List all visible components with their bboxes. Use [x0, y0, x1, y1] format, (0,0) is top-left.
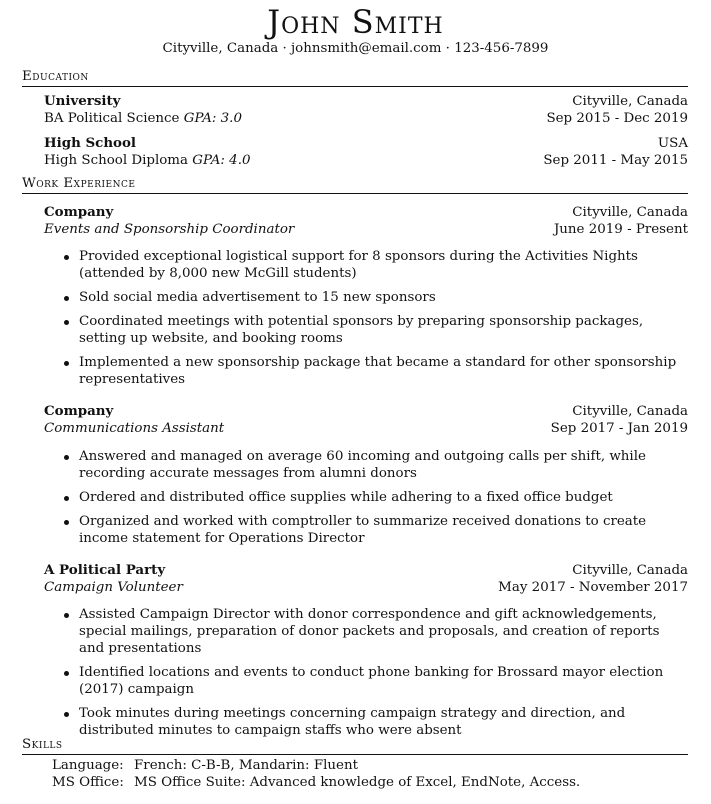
skill-value: MS Office Suite: Advanced knowledge of Excel, EndNote, Access. — [134, 775, 581, 790]
degree: High School Diploma — [44, 153, 188, 168]
list-item: Identified locations and events to conduct phone banking for Brossard mayor election (2017) campaign — [62, 664, 688, 698]
education-entry — [44, 135, 688, 169]
company-name: Company — [44, 204, 114, 220]
school-name: High School — [44, 135, 137, 151]
job-entry — [44, 204, 688, 238]
list-item: Sold social media advertisement to 15 new sponsors — [62, 289, 688, 306]
contact-line: Cityville, Canada · johnsmith@email.com · 123-456-7899 — [162, 41, 549, 56]
job-role: Events and Sponsorship Coordinator — [44, 222, 295, 237]
job-bullets — [62, 248, 688, 395]
job-bullets — [62, 606, 688, 746]
job-location: Cityville, Canada — [572, 404, 688, 419]
education-dates: Sep 2015 - Dec 2019 — [546, 111, 688, 126]
skill-row — [52, 757, 692, 774]
skill-row — [52, 774, 692, 791]
section-title-education: Education — [22, 69, 688, 87]
list-item: Took minutes during meetings concerning campaign strategy and direction, and distributed minutes to campaign staffs who were absent — [62, 705, 688, 739]
skill-value: French: C-B-B, Mandarin: Fluent — [134, 758, 358, 773]
skill-label: MS Office: — [52, 775, 124, 790]
job-role: Campaign Volunteer — [44, 580, 183, 595]
job-entry — [44, 403, 688, 437]
job-location: Cityville, Canada — [572, 205, 688, 220]
school-location: USA — [657, 136, 688, 151]
list-item: Ordered and distributed office supplies while adhering to a fixed office budget — [62, 489, 688, 506]
job-entry — [44, 562, 688, 596]
skill-label: Language: — [52, 758, 124, 773]
candidate-name: John Smith — [267, 3, 444, 41]
degree: BA Political Science — [44, 111, 180, 126]
job-dates: May 2017 - November 2017 — [498, 580, 688, 595]
gpa: GPA: 4.0 — [192, 153, 251, 168]
education-entry — [44, 93, 688, 127]
list-item: Provided exceptional logistical support for 8 sponsors during the Activities Nights (attended by 8,000 new McGill students) — [62, 248, 688, 282]
list-item: Implemented a new sponsorship package that became a standard for other sponsorship representatives — [62, 354, 688, 388]
school-location: Cityville, Canada — [572, 94, 688, 109]
skills-list — [52, 757, 692, 791]
job-dates: June 2019 - Present — [553, 222, 688, 237]
gpa: GPA: 3.0 — [183, 111, 242, 126]
list-item: Assisted Campaign Director with donor correspondence and gift acknowledgements, special mailings, preparation of donor packets and proposals, and creation of reports and presentations — [62, 606, 688, 657]
company-name: A Political Party — [44, 562, 166, 578]
section-title-skills: Skills — [22, 737, 688, 755]
job-bullets — [62, 448, 688, 554]
list-item: Answered and managed on average 60 incoming and outgoing calls per shift, while recording accurate messages from alumni donors — [62, 448, 688, 482]
job-role: Communications Assistant — [44, 421, 225, 436]
company-name: Company — [44, 403, 114, 419]
section-title-work: Work Experience — [22, 176, 688, 194]
list-item: Coordinated meetings with potential sponsors by preparing sponsorship packages, setting up website, and booking rooms — [62, 313, 688, 347]
education-dates: Sep 2011 - May 2015 — [543, 153, 688, 168]
list-item: Organized and worked with comptroller to summarize received donations to create income statement for Operations Director — [62, 513, 688, 547]
job-location: Cityville, Canada — [572, 563, 688, 578]
job-dates: Sep 2017 - Jan 2019 — [550, 421, 688, 436]
school-name: University — [44, 93, 121, 109]
